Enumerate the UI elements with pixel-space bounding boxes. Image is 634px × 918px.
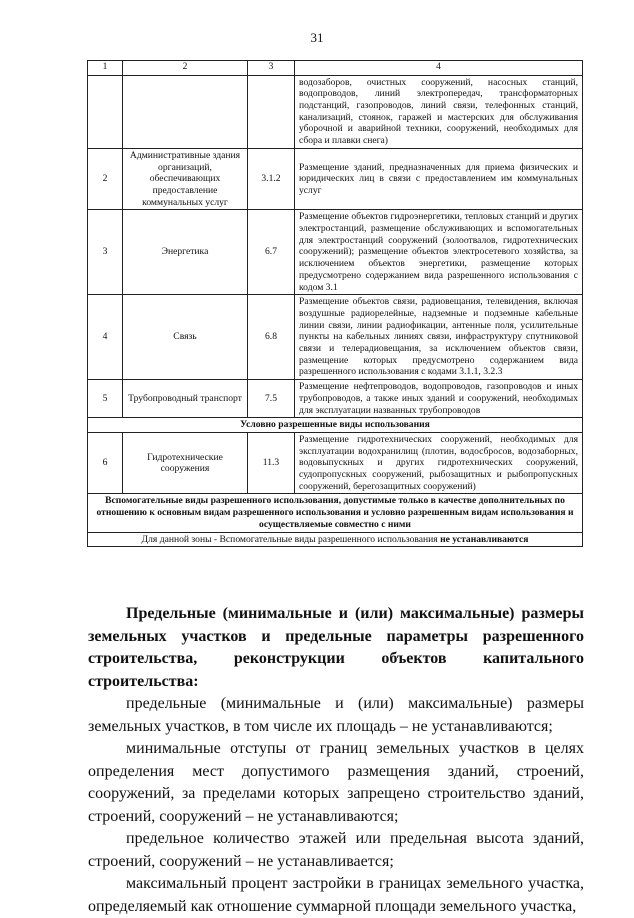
land-use-table xyxy=(87,60,583,547)
use-code: 7.5 xyxy=(248,380,295,418)
row-number: 2 xyxy=(88,148,123,210)
table-row xyxy=(88,148,583,210)
use-code: 3.1.2 xyxy=(248,148,295,210)
table-footer-row xyxy=(88,532,583,547)
footer-text: Для данной зоны - Вспомогательные виды разрешенного использования xyxy=(141,533,441,545)
table-row xyxy=(88,380,583,418)
use-description: Размещение гидротехнических сооружений, необходимых для эксплуатации водохранилищ (плотин, водосбросов, водозаборных, водовыпускных и других гидротехнических сооружений, судопропускных сооружений, рыбозащитных и рыбопропускных сооружений, берегозащитных сооружений) xyxy=(295,432,583,494)
section-row-conditional xyxy=(88,418,583,433)
footer-cell xyxy=(88,532,583,547)
use-description: Размещение нефтепроводов, водопроводов, газопроводов и иных трубопроводов, а также иных зданий и сооружений, необходимых для эксплуатации названных трубопроводов xyxy=(295,380,583,418)
paragraph: предельное количество этажей или предельная высота зданий, строений, сооружений – не устанавливается; xyxy=(88,830,584,870)
use-name xyxy=(123,75,248,148)
section-title: Условно разрешенные виды использования xyxy=(88,418,583,433)
paragraph: предельные (минимальные и (или) максимальные) размеры земельных участков, в том числе их площадь – не устанавливаются; xyxy=(88,695,584,735)
paragraph: минимальные отступы от границ земельных участков в целях определения мест допустимого размещения зданий, строений, сооружений, за пределами которых запрещено строительство зданий, строений, сооружений – не устанавливаются; xyxy=(88,740,584,825)
row-number xyxy=(88,75,123,148)
row-number: 4 xyxy=(88,295,123,380)
footer-bold-text: не устанавливаются xyxy=(440,533,529,545)
use-description: водозаборов, очистных сооружений, насосных станций, водопроводов, линий электропередач, трансформаторных подстанций, газопроводов, линий связи, телефонных станций, канализаций, стоянок, гаражей и мастерских для обслуживания уборочной и аварийной техники, сооружений, необходимых для сбора и плавки снега) xyxy=(295,75,583,148)
table-row xyxy=(88,210,583,295)
page-number: 31 xyxy=(310,30,324,45)
section-heading: Предельные (минимальные и (или) максимальные) размеры земельных участков и предельные параметры разрешенного строительства, реконструкции объектов капитального строительства: xyxy=(88,605,584,690)
use-name: Административные здания организаций, обеспечивающих предоставление коммунальных услуг xyxy=(123,148,248,210)
row-number: 3 xyxy=(88,210,123,295)
use-description: Размещение объектов гидроэнергетики, тепловых станций и других электростанций, размещение обслуживающих и вспомогательных для электростанций сооружений (золоотвалов, гидротехнических сооружений); размещение объектов электросетевого хозяйства, за исключением объектов энергетики, размещение которых предусмотрено содержанием вида разрешенного использования с кодом 3.1 xyxy=(295,210,583,295)
section-row-auxiliary xyxy=(88,494,583,532)
use-name: Трубопроводный транспорт xyxy=(123,380,248,418)
use-code: 11.3 xyxy=(248,432,295,494)
use-code: 6.8 xyxy=(248,295,295,380)
header-cell: 2 xyxy=(123,61,248,76)
table-row xyxy=(88,75,583,148)
use-code: 6.7 xyxy=(248,210,295,295)
use-name: Энергетика xyxy=(123,210,248,295)
use-name: Связь xyxy=(123,295,248,380)
header-cell: 3 xyxy=(248,61,295,76)
use-name: Гидротехнические сооружения xyxy=(123,432,248,494)
header-cell: 4 xyxy=(295,61,583,76)
use-description: Размещение объектов связи, радиовещания, телевидения, включая воздушные радиорелейные, надземные и подземные кабельные линии связи, линии радиофикации, антенные поля, усилительные пункты на кабельных линиях связи, инфраструктуру спутниковой связи и телерадиовещания, за исключением объектов связи, размещение которых предусмотрено содержанием вида разрешенного использования с кодами 3.1.1, 3.2.3 xyxy=(295,295,583,380)
table-row xyxy=(88,295,583,380)
use-code xyxy=(248,75,295,148)
use-description: Размещение зданий, предназначенных для приема физических и юридических лиц в связи с предоставлением им коммунальных услуг xyxy=(295,148,583,210)
table-header-row xyxy=(88,61,583,76)
table-row xyxy=(88,432,583,494)
header-cell: 1 xyxy=(88,61,123,76)
section-title: Вспомогательные виды разрешенного использования, допустимые только в качестве дополнительных по отношению к основным видам разрешенного использования и условно разрешенным видам использования и осуществляемые совместно с ними xyxy=(88,494,583,532)
row-number: 5 xyxy=(88,380,123,418)
paragraph: максимальный процент застройки в границах земельного участка, определяемый как отношение суммарной площади земельного участка, xyxy=(88,875,584,915)
row-number: 6 xyxy=(88,432,123,494)
body-text xyxy=(88,603,584,918)
